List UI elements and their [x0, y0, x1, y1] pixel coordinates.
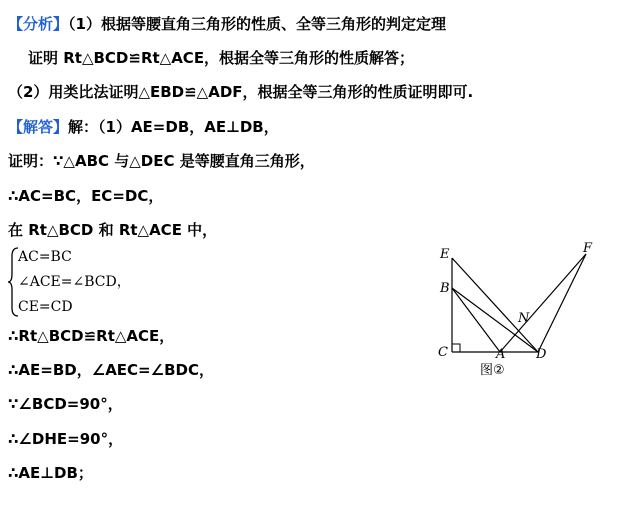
label-c: C	[438, 345, 448, 360]
proof-step-1: ∴AC=BC，EC=DC，	[8, 187, 164, 205]
proof-step-2: 在 Rt△BCD 和 Rt△ACE 中，	[8, 221, 218, 239]
label-a: A	[496, 347, 506, 362]
solution-intro: 解：（1）AE=DB，AE⊥DB，	[68, 118, 279, 136]
segment-ba	[452, 288, 500, 352]
proof-step-7: ∴AE⊥DB；	[8, 464, 93, 482]
label-b: B	[440, 281, 450, 296]
proof-start: 证明：∵△ABC 与△DEC 是等腰直角三角形，	[8, 152, 315, 170]
label-n: N	[518, 311, 530, 326]
figure-caption: 图②	[480, 363, 505, 378]
system-row-2: ∠ACE=∠BCD，	[18, 274, 131, 290]
proof-step-3: ∴Rt△BCD≌Rt△ACE，	[8, 327, 175, 345]
system-row-3: CE=CD	[18, 299, 73, 315]
analysis-line-1	[8, 14, 446, 34]
equation-system	[8, 246, 168, 318]
segment-df	[538, 254, 586, 352]
geometry-figure	[420, 240, 610, 380]
proof-step-6: ∴∠DHE=90°，	[8, 430, 124, 448]
system-row-1: AC=BC	[18, 249, 72, 265]
label-f: F	[583, 241, 593, 256]
label-d: D	[536, 347, 547, 362]
analysis-line-2: 证明 Rt△BCD≌Rt△ACE，根据全等三角形的性质解答；	[28, 49, 415, 67]
right-angle-mark	[452, 344, 460, 352]
segment-af	[500, 254, 586, 352]
analysis-line-3: （2）用类比法证明△EBD≌△ADF，根据全等三角形的性质证明即可.	[8, 83, 474, 101]
proof-step-5: ∵∠BCD=90°，	[8, 395, 123, 413]
solution-line-intro	[8, 117, 279, 137]
proof-step-4: ∴AE=BD，∠AEC=∠BDC，	[8, 361, 214, 379]
label-e: E	[440, 247, 450, 262]
solution-tag: 【解答】	[8, 118, 69, 136]
analysis-tag: 【分析】	[8, 15, 69, 33]
analysis-text-1: （1）根据等腰直角三角形的性质、全等三角形的判定定理	[68, 15, 446, 33]
